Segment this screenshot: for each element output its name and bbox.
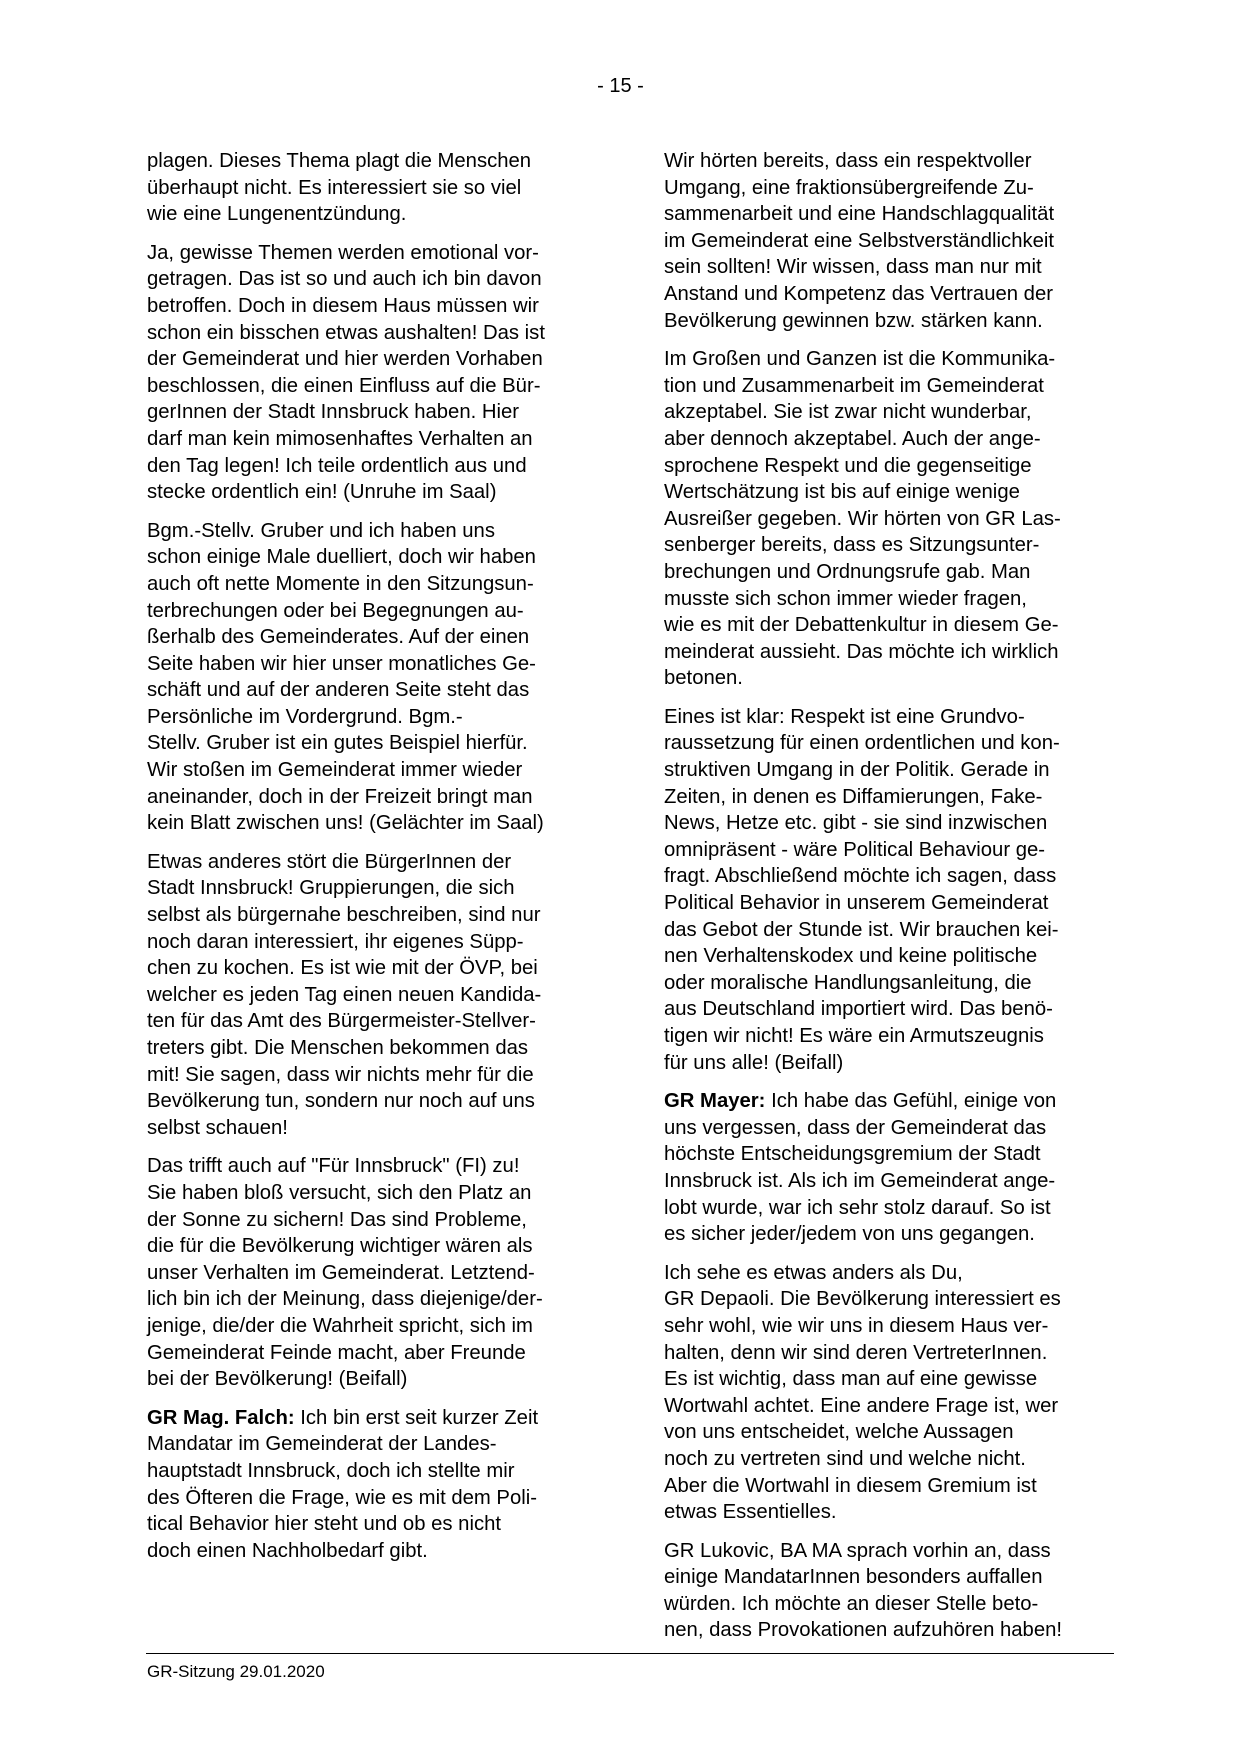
speaker-paragraph [664,1088,1114,1248]
right-column [664,148,1114,1656]
paragraph [147,240,597,506]
paragraph-text: Bgm.-Stellv. Gruber und ich haben uns schon einige Male duelliert, doch wir haben auch oft nette Momente in den Sitzungsun- terbrechungen oder bei Begegnungen au- ßerhalb des Gemeinderates. Auf der einen Seite haben wir hier unser monatliches Ge- schäft und auf der anderen Seite steht das Persönliche im Vordergrund. Bgm.- Stellv. Gruber ist ein gutes Beispiel hierfür. Wir stoßen im Gemeinderat immer wieder aneinander, doch in der Freizeit bringt man kein Blatt zwischen uns! (Gelächter im Saal) [147,519,544,835]
footer-divider [146,1653,1114,1654]
speaker-name: GR Mag. Falch: [147,1406,295,1429]
paragraph [147,849,597,1142]
paragraph-text: Etwas anderes stört die BürgerInnen der Stadt Innsbruck! Gruppierungen, die sich selbst als bürgernahe beschreiben, sind nur noch daran interessiert, ihr eigenes Süpp- chen zu kochen. Es ist wie mit der ÖVP, bei welcher es jeden Tag einen neuen Kandida- ten für das Amt des Bürgermeister-Stellver- treters gibt. Die Menschen bekommen das mit! Sie sagen, dass wir nichts mehr für die Bevölkerung tun, sondern nur noch auf uns selbst schauen! [147,850,542,1139]
paragraph [664,704,1114,1076]
left-column [147,148,597,1576]
paragraph-text: Im Großen und Ganzen ist die Kommunika- tion und Zusammenarbeit im Gemeinderat akzeptabel. Sie ist zwar nicht wunderbar, aber dennoch akzeptabel. Auch der ange- sprochene Respekt und die gegenseitige Wertschätzung ist bis auf einige wenige Ausreißer gegeben. Wir hörten von GR Las- senberger bereits, dass es Sitzungsunter- brechungen und Ordnungsrufe gab. Man musste sich schon immer wieder fragen, wie es mit der Debattenkultur in diesem Ge- meinderat aussieht. Das möchte ich wirklich betonen. [664,348,1061,690]
paragraph-text: Ja, gewisse Themen werden emotional vor- getragen. Das ist so und auch ich bin davon betroffen. Doch in diesem Haus müssen wir schon ein bisschen etwas aushalten! Das ist der Gemeinderat und hier werden Vorhaben beschlossen, die einen Einfluss auf die Bür- gerInnen der Stadt Innsbruck haben. Hier darf man kein mimosenhaftes Verhalten an den Tag legen! Ich teile ordentlich aus und stecke ordentlich ein! (Unruhe im Saal) [147,241,545,504]
paragraph-text: GR Lukovic, BA MA sprach vorhin an, dass einige MandatarInnen besonders auffallen würden. Ich möchte an dieser Stelle beto- nen, dass Provokationen aufzuhören haben! [664,1539,1063,1642]
paragraph-text: Eines ist klar: Respekt ist eine Grundvo- raussetzung für einen ordentlichen und kon- struktiven Umgang in der Politik. Gerade in Zeiten, in denen es Diffamierungen, Fake- News, Hetze etc. gibt - sie sind inzwischen omnipräsent - wäre Political Behaviour ge- fragt. Abschließend möchte ich sagen, dass Political Behavior in unserem Gemeinderat das Gebot der Stunde ist. Wir brauchen kei- nen Verhaltenskodex und keine politische oder moralische Handlungsanleitung, die aus Deutschland importiert wird. Das benö- tigen wir nicht! Es wäre ein Armutszeugnis für uns alle! (Beifall) [664,705,1060,1074]
paragraph-text: plagen. Dieses Thema plagt die Menschen überhaupt nicht. Es interessiert sie so viel wie eine Lungenentzündung. [147,150,532,226]
paragraph [664,346,1114,692]
paragraph-text: Wir hörten bereits, dass ein respektvoller Umgang, eine fraktionsübergreifende Zu- sammenarbeit und eine Handschlagqualität im Gemeinderat eine Selbstverständlichkeit sein sollten! Wir wissen, dass man nur mit Anstand und Kompetenz das Vertrauen der Bevölkerung gewinnen bzw. stärken kann. [664,150,1055,332]
paragraph [147,148,597,228]
page-number: - 15 - [597,75,644,97]
speaker-name: GR Mayer: [664,1090,766,1113]
paragraph-text: Ich sehe es etwas anders als Du, GR Depaoli. Die Bevölkerung interessiert es sehr wohl, wie wir uns in diesem Haus ver- halten, denn wir sind deren VertreterInnen. Es ist wichtig, dass man auf eine gewisse Wortwahl achtet. Eine andere Frage ist, wer von uns entscheidet, welche Aussagen noch zu vertreten sind und welche nicht. Aber die Wortwahl in diesem Gremium ist etwas Essentielles. [664,1261,1061,1524]
paragraph [147,1153,597,1392]
paragraph [664,1260,1114,1526]
paragraph-text: Ich habe das Gefühl, einige von uns vergessen, dass der Gemeinderat das höchste Entscheidungsgremium der Stadt Innsbruck ist. Als ich im Gemeinderat ange- lobt wurde, war ich sehr stolz darauf. So ist es sicher jeder/jedem von uns gegangen. [664,1090,1057,1246]
paragraph-text: Das trifft auch auf "Für Innsbruck" (FI) zu! Sie haben bloß versucht, sich den Platz an der Sonne zu sichern! Das sind Probleme, die für die Bevölkerung wichtiger wären als unser Verhalten im Gemeinderat. Letztend- lich bin ich der Meinung, dass diejenige/der- jenige, die/der die Wahrheit spricht, sich im Gemeinderat Feinde macht, aber Freunde bei der Bevölkerung! (Beifall) [147,1155,543,1391]
paragraph [664,1538,1114,1644]
speaker-paragraph [147,1405,597,1565]
footer-session-date: GR-Sitzung 29.01.2020 [147,1662,325,1681]
paragraph [147,518,597,837]
paragraph [664,148,1114,334]
paragraph-text: Ich bin erst seit kurzer Zeit Mandatar im Gemeinderat der Landes- hauptstadt Innsbruck, doch ich stellte mir des Öfteren die Frage, wie es mit dem Poli- tical Behavior hier steht und ob es nicht doch einen Nachholbedarf gibt. [147,1406,539,1562]
